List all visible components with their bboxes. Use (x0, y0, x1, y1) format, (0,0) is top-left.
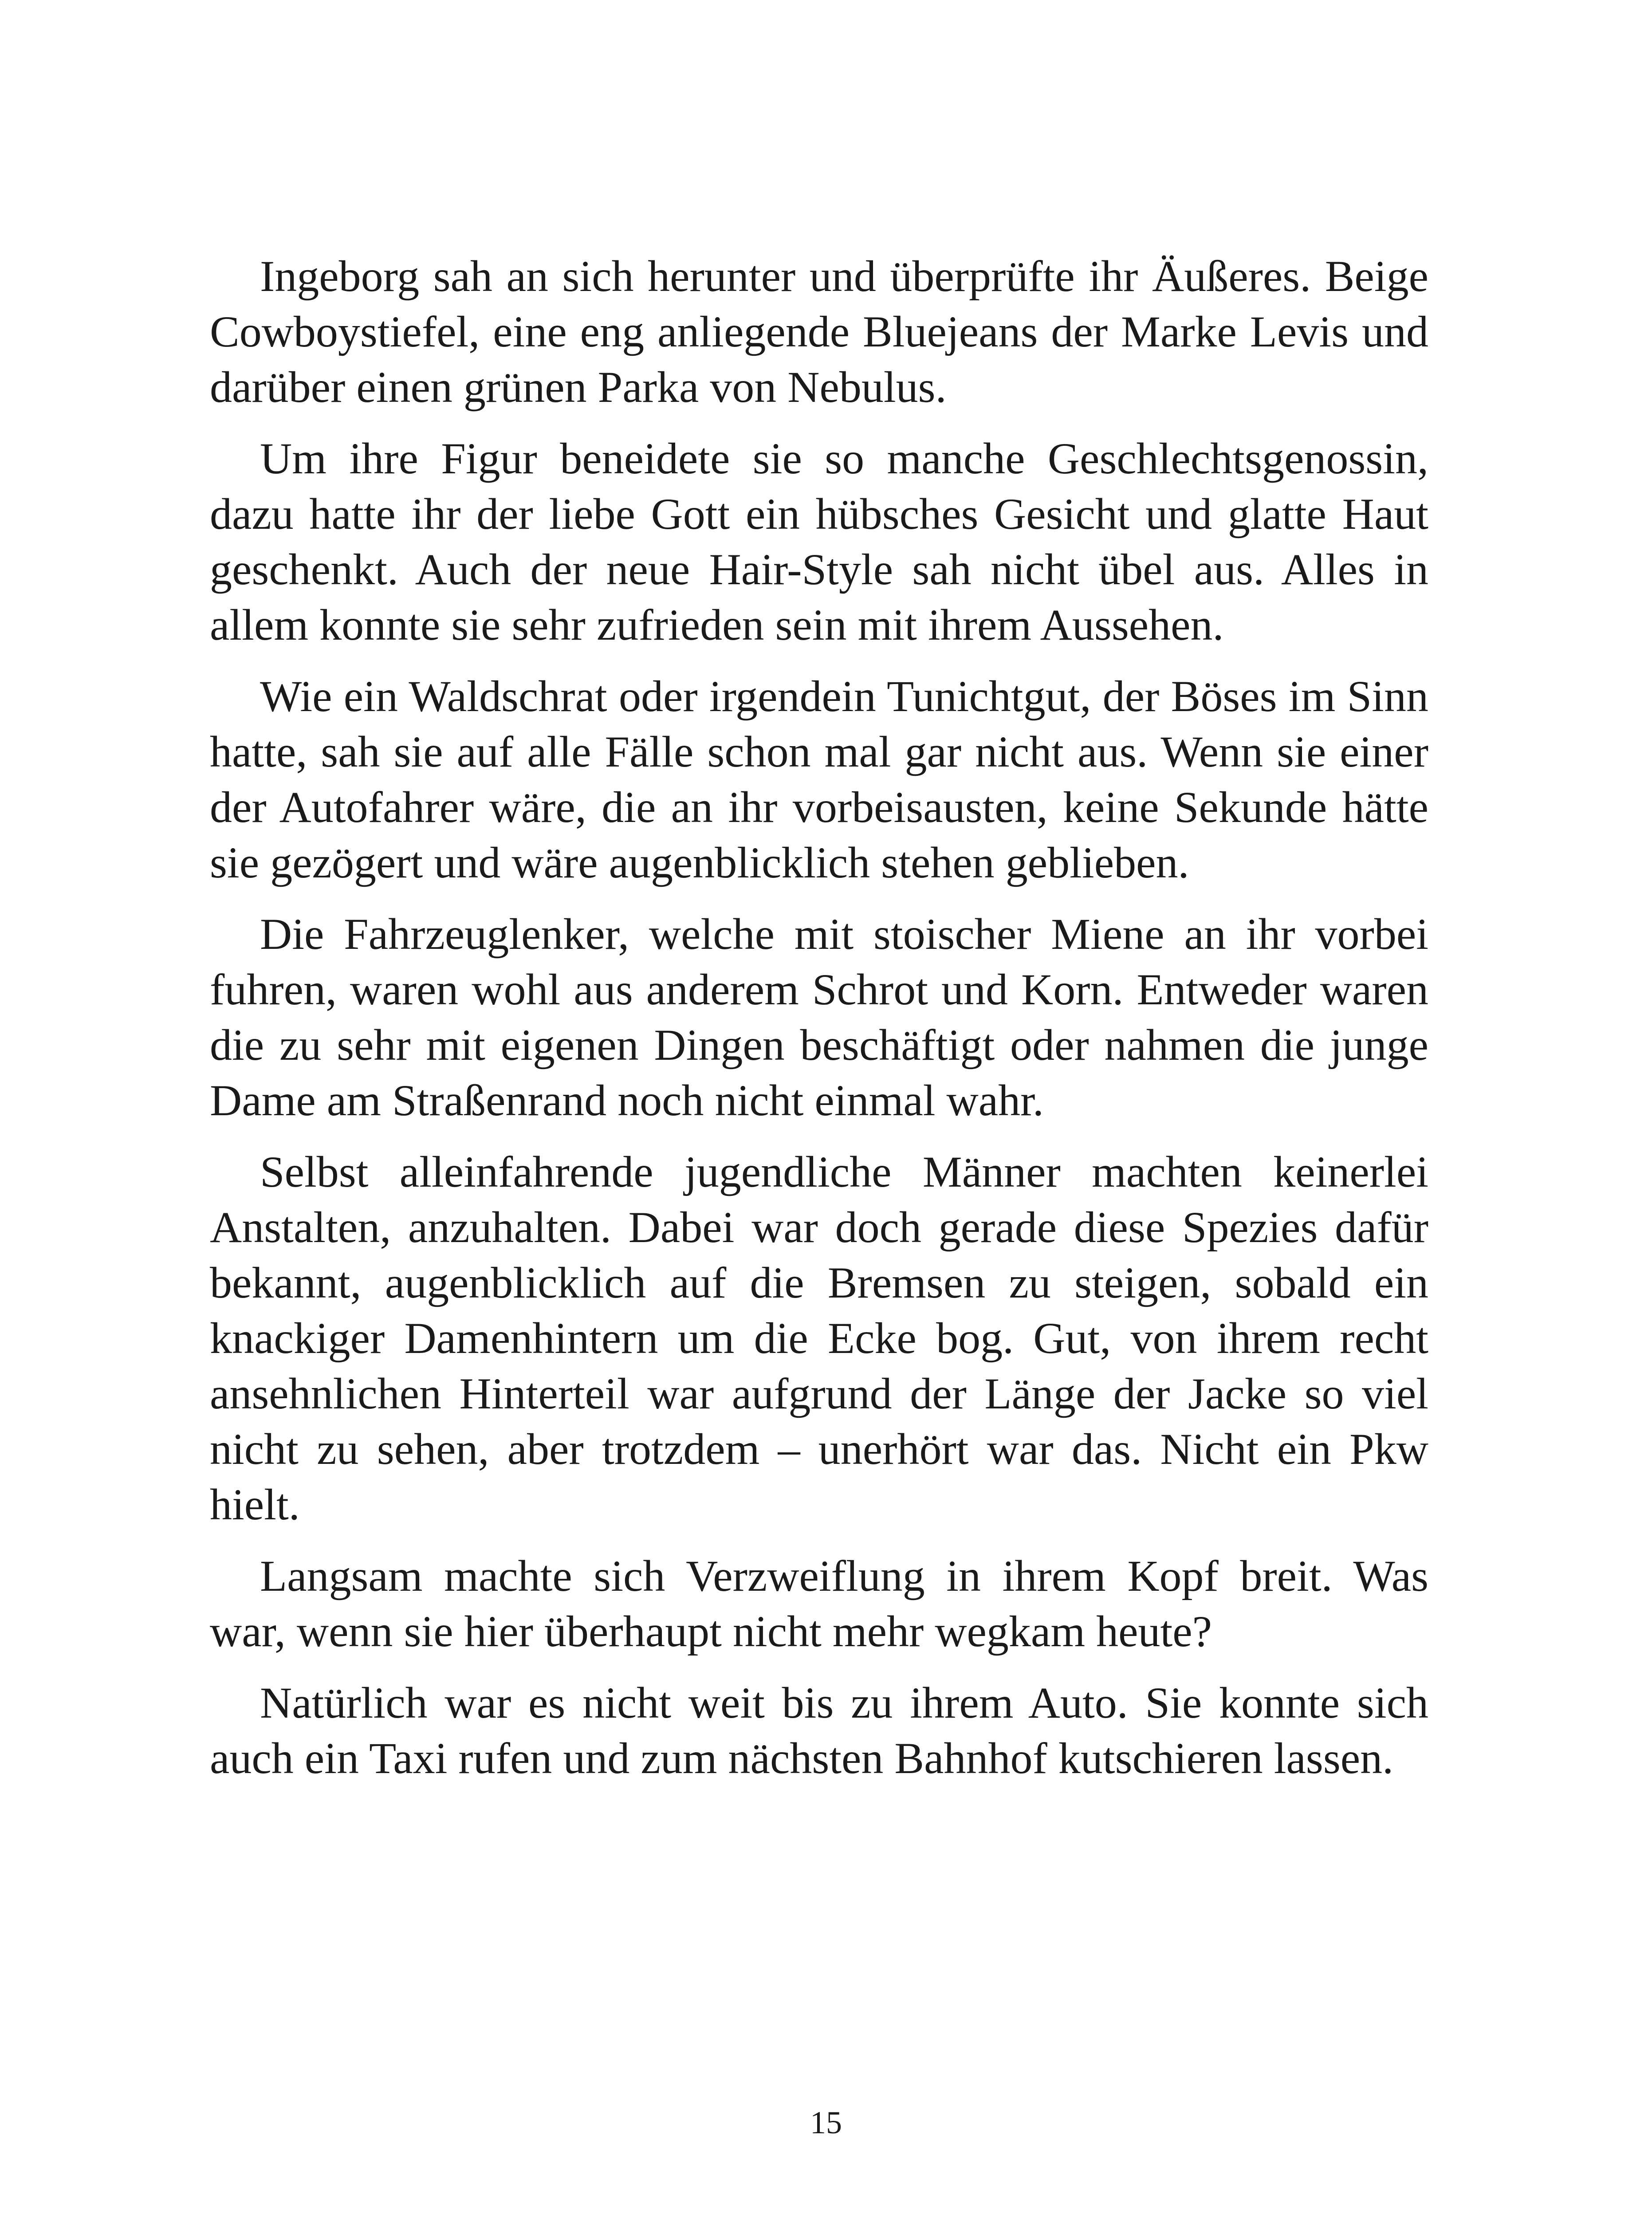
paragraph-7: Natürlich war es nicht weit bis zu ihrem Auto. Sie konnte sich auch ein Taxi rufen und zum nächsten Bahnhof kutschieren lassen. (210, 1678, 1428, 1783)
paragraph-4: Die Fahrzeuglenker, welche mit stoischer Miene an ihr vorbei fuhren, waren wohl aus anderem Schrot und Korn. Entweder waren die zu sehr mit eigenen Dingen beschäftigt oder nahmen die junge Dame am Straßenrand noch nicht einmal wahr. (210, 909, 1428, 1125)
paragraph-1: Ingeborg sah an sich herunter und überprüfte ihr Äußeres. Beige Cowboystiefel, eine eng anliegende Bluejeans der Marke Levis und darüber einen grünen Parka von Nebulus. (210, 252, 1428, 412)
paragraph-2: Um ihre Figur beneidete sie so manche Geschlechtsgenossin, dazu hatte ihr der liebe Gott ein hübsches Gesicht und glatte Haut geschenkt. Auch der neue Hair-Style sah nicht übel aus. Alles in allem konnte sie sehr zufrieden sein mit ihrem Aussehen. (210, 434, 1428, 649)
page-number: 15 (810, 2105, 842, 2140)
paragraph-6: Langsam machte sich Verzweiflung in ihrem Kopf breit. Was war, wenn sie hier überhaupt nicht mehr wegkam heute? (210, 1551, 1428, 1656)
body-text (210, 248, 1428, 1802)
paragraph-3: Wie ein Waldschrat oder irgendein Tunichtgut, der Böses im Sinn hatte, sah sie auf alle Fälle schon mal gar nicht aus. Wenn sie einer der Autofahrer wäre, die an ihr vorbeisausten, keine Sekunde hätte sie gezögert und wäre augenblicklich stehen geblieben. (210, 672, 1428, 887)
paragraph-5: Selbst alleinfahrende jugendliche Männer machten keinerlei Anstalten, anzuhalten. Dabei war doch gerade diese Spezies dafür bekannt, augenblicklich auf die Bremsen zu steigen, sobald ein knackiger Damenhintern um die Ecke bog. Gut, von ihrem recht ansehnlichen Hinterteil war aufgrund der Länge der Jacke so viel nicht zu sehen, aber trotzdem – unerhört war das. Nicht ein Pkw hielt. (210, 1147, 1428, 1529)
